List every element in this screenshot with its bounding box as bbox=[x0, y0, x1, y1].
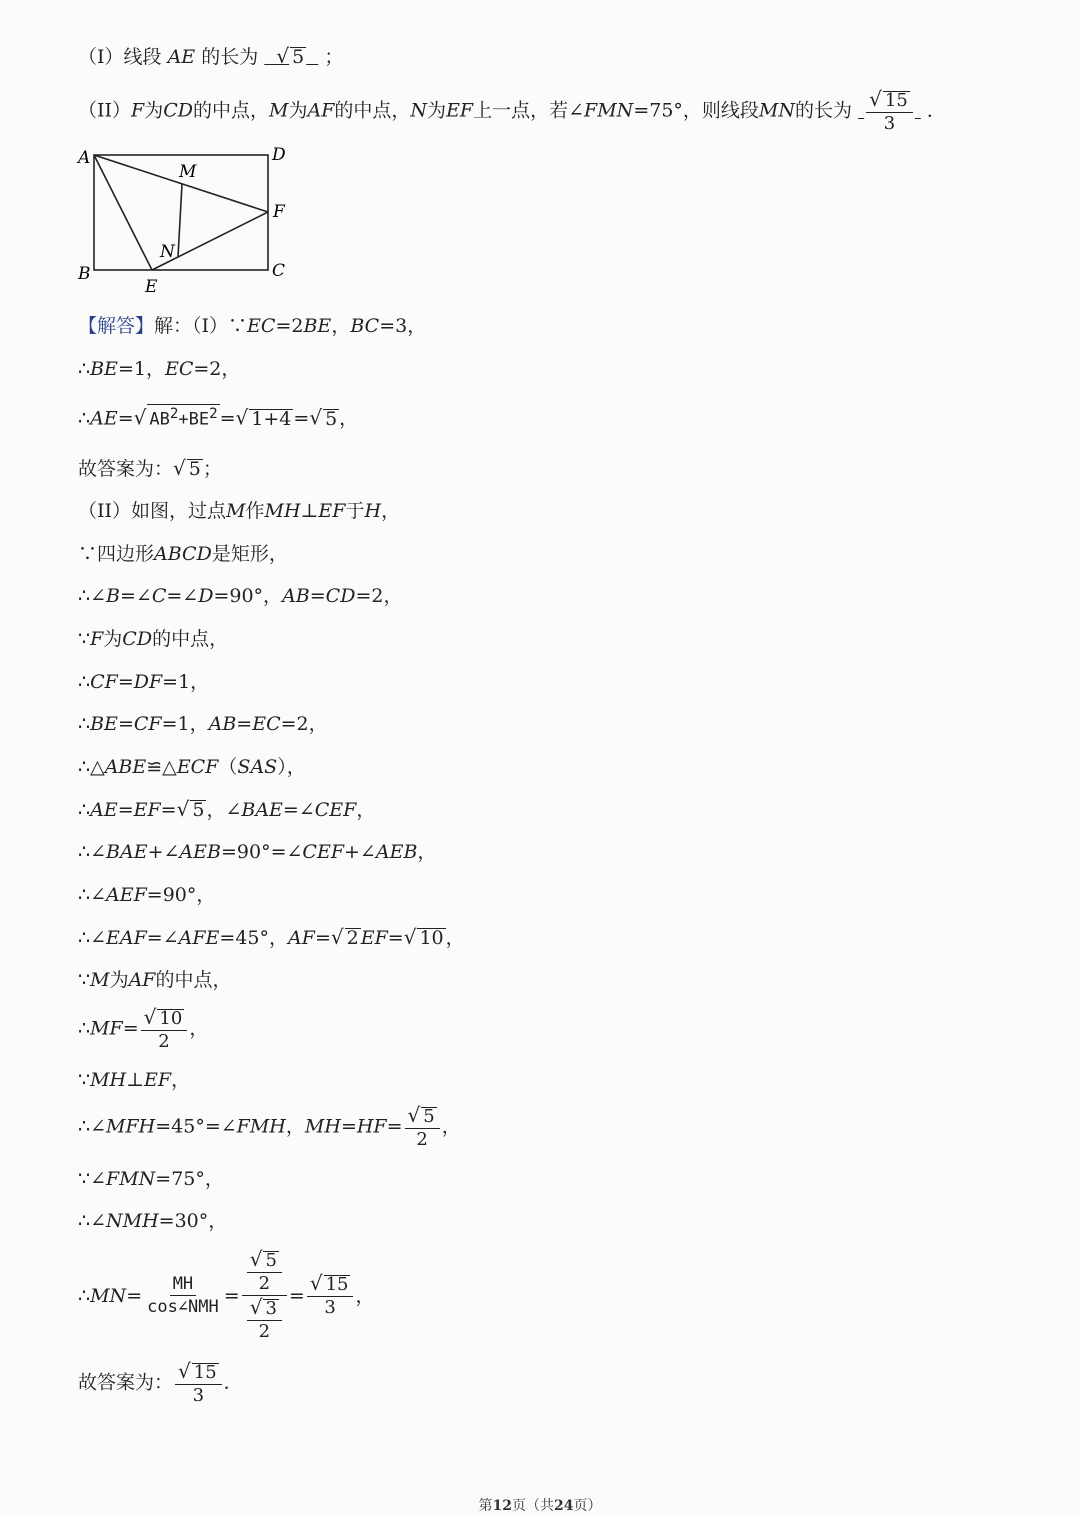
sol-sqrt: 5 bbox=[265, 1250, 277, 1271]
sol-var: CF bbox=[133, 713, 162, 735]
footer-text: 页） bbox=[573, 1498, 602, 1514]
sol-var: MH bbox=[304, 1115, 341, 1138]
sol-text: 为 bbox=[103, 628, 123, 650]
sol-line-2 bbox=[78, 357, 240, 381]
q2-M: M bbox=[269, 99, 289, 122]
sol-text: =∠ bbox=[119, 585, 152, 607]
sol-text: = bbox=[309, 585, 326, 607]
sol-sqrt: 15 bbox=[193, 1362, 217, 1383]
sol-var: MH bbox=[264, 500, 301, 522]
sol-text: ∴ bbox=[78, 358, 91, 380]
page-footer bbox=[0, 1495, 1080, 1515]
sol-fraction bbox=[144, 1273, 222, 1318]
sol-sup: 2 bbox=[209, 406, 218, 422]
q2-end: ． bbox=[926, 99, 946, 122]
label-c: C bbox=[272, 261, 286, 281]
sol-text: 为 bbox=[109, 969, 129, 991]
sol-var: CD bbox=[325, 585, 356, 607]
sol-fraction: $\frac{√ 5}{2}$ bbox=[247, 1248, 282, 1295]
q1-answer: √ 5 bbox=[276, 44, 305, 68]
sol-text: 解：（I）∵ bbox=[154, 315, 248, 337]
page-total: 24 bbox=[554, 1498, 574, 1514]
sol-var: BAE bbox=[241, 799, 283, 821]
sol-den: 2 bbox=[158, 1031, 170, 1052]
sol-var: MF bbox=[90, 1017, 123, 1040]
sol-text: = bbox=[223, 1284, 240, 1307]
sol-text: =2， bbox=[355, 585, 403, 607]
sol-sqrt: 5 bbox=[188, 458, 201, 480]
q2-t7: =75°，则线段 bbox=[633, 99, 759, 122]
sol-text: ∵ bbox=[78, 969, 91, 991]
sol-line-5 bbox=[78, 499, 400, 523]
sol-var: D bbox=[198, 585, 214, 607]
sol-var: AF bbox=[288, 927, 315, 949]
q2-p1: （II） bbox=[78, 99, 132, 122]
q2-t1: 为 bbox=[144, 99, 164, 122]
sol-sqrt: 5 bbox=[192, 799, 205, 821]
sol-text: ∴ bbox=[78, 1017, 91, 1040]
sol-sqrt: 5 bbox=[325, 407, 338, 430]
sol-text: ， bbox=[189, 1017, 209, 1040]
sol-var: AEB bbox=[375, 841, 418, 863]
sol-text: ， bbox=[171, 1069, 191, 1091]
sol-var: AE bbox=[90, 407, 118, 430]
sol-var: DF bbox=[133, 671, 163, 693]
sol-den: 3 bbox=[324, 1297, 336, 1318]
q1-mid: 的长为 bbox=[201, 46, 259, 68]
sol-var: M bbox=[226, 500, 246, 522]
q1-answer-radicand: 5 bbox=[292, 46, 305, 68]
sol-var: AB bbox=[282, 585, 310, 607]
sol-text: =45°， bbox=[219, 927, 289, 949]
sol-var: FMH bbox=[236, 1115, 286, 1138]
sol-var: FMN bbox=[106, 1168, 156, 1190]
sol-text: =75°， bbox=[155, 1168, 224, 1190]
sol-text: ； bbox=[202, 458, 222, 480]
geometry-figure bbox=[72, 140, 302, 300]
sol-sup: 2 bbox=[169, 406, 179, 422]
sol-text: 故答案为： bbox=[78, 1371, 174, 1394]
sol-text: ， bbox=[356, 799, 376, 821]
question-1 bbox=[78, 44, 343, 69]
sol-text: =2 bbox=[275, 315, 304, 337]
sol-var: BC bbox=[350, 315, 380, 337]
q1-end: ； bbox=[324, 46, 344, 68]
sol-var: CEF bbox=[302, 841, 345, 863]
sol-text: =∠ bbox=[146, 927, 179, 949]
q2-t5: 为 bbox=[427, 99, 447, 122]
sol-var: BE bbox=[90, 713, 118, 735]
q2-answer-denominator: 3 bbox=[883, 113, 896, 134]
sol-var: H bbox=[364, 500, 382, 522]
sol-text: = bbox=[219, 407, 236, 430]
label-f: F bbox=[273, 202, 285, 222]
sol-var: M bbox=[90, 969, 110, 991]
q2-MN: MN bbox=[758, 99, 796, 122]
sol-num: MH bbox=[170, 1273, 196, 1296]
sol-text: ， bbox=[445, 927, 465, 949]
sol-line-9 bbox=[78, 670, 209, 694]
sol-text: =45°=∠ bbox=[155, 1115, 237, 1138]
sol-var: AEF bbox=[106, 884, 147, 906]
sol-text: = bbox=[117, 407, 134, 430]
sol-text: =1， bbox=[161, 713, 209, 735]
sol-var: EF bbox=[144, 1069, 172, 1091]
sol-text: 于 bbox=[345, 500, 365, 522]
q2-CD: CD bbox=[163, 99, 193, 122]
sol-text: 作 bbox=[245, 500, 265, 522]
sol-text: =1， bbox=[117, 358, 165, 380]
sol-text: ∵ bbox=[78, 1069, 91, 1091]
question-2 bbox=[78, 88, 946, 135]
sol-text: =90°， bbox=[213, 585, 283, 607]
sol-text: +BE bbox=[178, 409, 210, 430]
sol-text: ，∠ bbox=[206, 799, 242, 821]
sol-var: EC bbox=[164, 358, 194, 380]
sol-var: ABCD bbox=[154, 543, 212, 565]
sol-line-7 bbox=[78, 584, 402, 608]
sol-text: ⊥ bbox=[126, 1069, 144, 1091]
sol-text: ， bbox=[331, 315, 351, 337]
sol-text: = bbox=[117, 713, 134, 735]
q2-N: N bbox=[410, 99, 428, 122]
footer-text: 页（共 bbox=[512, 1498, 554, 1514]
q2-F: F bbox=[131, 99, 145, 122]
sol-var: BE bbox=[303, 315, 332, 337]
sol-var: HF bbox=[356, 1115, 387, 1138]
sol-text: 的中点， bbox=[152, 628, 229, 650]
sol-line-11 bbox=[78, 755, 306, 779]
sol-line-3: ∴AE=√ $AB^2+BE^2$ =√ 1+4 =√ 5 ， bbox=[78, 405, 359, 430]
segment-mn bbox=[178, 184, 182, 257]
page-number: 12 bbox=[492, 1498, 512, 1514]
sol-text: =30°， bbox=[158, 1210, 228, 1232]
sol-text: +∠ bbox=[344, 841, 376, 863]
sol-text: =2， bbox=[280, 713, 328, 735]
sol-text: =∠ bbox=[282, 799, 315, 821]
sol-text: = bbox=[117, 799, 134, 821]
sol-fraction: $\frac{√ 5}{2}$ bbox=[405, 1104, 440, 1151]
sol-sqrt: 10 bbox=[159, 1008, 183, 1029]
segment-ae bbox=[94, 155, 152, 270]
sol-var: BE bbox=[90, 358, 118, 380]
sol-text: = bbox=[340, 1115, 357, 1138]
sol-var: EAF bbox=[106, 927, 147, 949]
sol-text: ∴∠ bbox=[78, 884, 107, 906]
sol-text: ⊥ bbox=[300, 500, 319, 522]
sol-text: ∴ bbox=[78, 407, 91, 430]
sol-var: B bbox=[106, 585, 120, 607]
sol-text: ∵∠ bbox=[78, 1168, 107, 1190]
sol-text: ∴ bbox=[78, 713, 91, 735]
sol-var: MFH bbox=[106, 1115, 156, 1138]
sol-complex-fraction bbox=[242, 1248, 287, 1343]
sol-line-18 bbox=[78, 1068, 190, 1092]
sol-text: AB bbox=[149, 409, 170, 430]
sol-var: AFE bbox=[178, 927, 220, 949]
sol-text: = bbox=[314, 927, 331, 949]
sol-var: EC bbox=[252, 713, 281, 735]
sol-line-23 bbox=[78, 1360, 243, 1407]
sol-var: CF bbox=[90, 671, 118, 693]
sol-den: 2 bbox=[258, 1273, 271, 1294]
sol-text: = bbox=[288, 1284, 305, 1307]
sol-line-6 bbox=[78, 542, 288, 566]
sol-text: ， bbox=[441, 1115, 461, 1138]
label-n: N bbox=[160, 242, 175, 262]
sol-var: AF bbox=[128, 969, 156, 991]
sol-text: = bbox=[236, 713, 253, 735]
sol-var: EF bbox=[133, 799, 161, 821]
sol-line-8 bbox=[78, 627, 228, 651]
sol-line-19 bbox=[78, 1104, 461, 1151]
sol-text: ， bbox=[355, 1284, 375, 1307]
sol-var: ABE bbox=[104, 756, 147, 778]
sol-fraction: $\frac{√ 15}{3}$ bbox=[175, 1360, 222, 1407]
sol-line-22 bbox=[78, 1248, 374, 1343]
sol-sqrt bbox=[147, 404, 219, 429]
sol-var: MN bbox=[90, 1284, 127, 1307]
sol-var: CD bbox=[122, 628, 153, 650]
sol-text: ∴∠ bbox=[78, 585, 107, 607]
sol-text: ∵四边形 bbox=[78, 543, 155, 565]
sol-var: MH bbox=[90, 1069, 127, 1091]
sol-fraction: $\frac{√ 3}{2}$ bbox=[247, 1296, 282, 1343]
q1-seg: AE bbox=[167, 46, 196, 68]
sol-text: 故答案为： bbox=[78, 458, 174, 480]
sol-text: =90°=∠ bbox=[220, 841, 303, 863]
sol-text: = bbox=[122, 1017, 139, 1040]
sol-line-12: ∴AE=EF=√ 5 ，∠BAE=∠CEF， bbox=[78, 797, 376, 821]
sol-text: = bbox=[126, 1284, 143, 1307]
q2-t6: 上一点，若∠ bbox=[473, 99, 585, 122]
sol-sqrt: 15 bbox=[325, 1274, 349, 1295]
sol-line-10 bbox=[78, 712, 328, 736]
q1-prefix: （I）线段 bbox=[78, 46, 162, 68]
sol-line-17 bbox=[78, 1006, 208, 1053]
sol-var: F bbox=[90, 628, 104, 650]
sol-var: C bbox=[151, 585, 167, 607]
solution-tag: 【解答】 bbox=[78, 315, 155, 337]
sol-var: EF bbox=[360, 927, 388, 949]
q2-EF: EF bbox=[446, 99, 474, 122]
sol-line-16 bbox=[78, 968, 232, 992]
sol-den: 2 bbox=[416, 1129, 428, 1150]
sol-text: ∴∠ bbox=[78, 841, 107, 863]
sol-text: ∴ bbox=[78, 1284, 91, 1307]
label-a: A bbox=[78, 148, 91, 168]
sol-text: = bbox=[293, 407, 310, 430]
sol-text: ， bbox=[417, 841, 437, 863]
sol-sqrt: 10 bbox=[419, 927, 444, 949]
sol-line-1 bbox=[78, 314, 426, 338]
sol-text: =∠ bbox=[166, 585, 199, 607]
q2-t4: 的中点， bbox=[334, 99, 411, 122]
sol-var: CEF bbox=[314, 799, 357, 821]
sol-sqrt: 1+4 bbox=[251, 407, 292, 430]
sol-line-4: 故答案为：√ 5 ； bbox=[78, 456, 222, 480]
sol-sqrt: 2 bbox=[346, 927, 359, 949]
sol-text: =90°， bbox=[146, 884, 216, 906]
sol-var: BAE bbox=[106, 841, 148, 863]
sol-text: ∵ bbox=[78, 628, 91, 650]
sol-text: +∠ bbox=[147, 841, 180, 863]
sol-var: AB bbox=[208, 713, 237, 735]
sol-text: ∴ bbox=[78, 799, 91, 821]
sol-text: = bbox=[386, 1115, 403, 1138]
sol-text: 的中点， bbox=[155, 969, 232, 991]
sol-text: = bbox=[387, 927, 404, 949]
sol-text: ， bbox=[285, 1115, 305, 1138]
sol-text: = bbox=[117, 671, 134, 693]
sol-text: ≌△ bbox=[146, 756, 177, 778]
sol-line-13 bbox=[78, 840, 436, 864]
sol-text: 是矩形， bbox=[211, 543, 288, 565]
sol-line-20 bbox=[78, 1167, 224, 1191]
sol-line-21 bbox=[78, 1209, 227, 1233]
sol-den: 3 bbox=[192, 1385, 205, 1406]
sol-text: ∴ bbox=[78, 671, 91, 693]
q2-t3: 为 bbox=[288, 99, 308, 122]
sol-text: =3， bbox=[379, 315, 427, 337]
sol-text: （ bbox=[218, 756, 238, 778]
label-b: B bbox=[78, 264, 91, 284]
footer-text: 第 bbox=[478, 1498, 493, 1514]
sol-text: ， bbox=[339, 407, 359, 430]
label-m: M bbox=[179, 162, 197, 182]
label-d: D bbox=[272, 145, 286, 165]
q2-t2: 的中点， bbox=[193, 99, 270, 122]
sol-text: ）， bbox=[277, 756, 306, 778]
sol-var: AE bbox=[90, 799, 118, 821]
sol-line-15: ∴∠EAF=∠AFE=45°，AF=√ 2 EF=√ 10 ， bbox=[78, 925, 465, 949]
sol-text: ∴△ bbox=[78, 756, 105, 778]
q2-FMN: FMN bbox=[584, 99, 634, 122]
label-e: E bbox=[145, 277, 158, 297]
sol-text: =1， bbox=[162, 671, 210, 693]
sol-var: EC bbox=[247, 315, 276, 337]
sol-var: EF bbox=[318, 500, 346, 522]
sol-sqrt: 3 bbox=[265, 1298, 277, 1319]
sol-text: ∴∠ bbox=[78, 927, 107, 949]
sol-text: = bbox=[160, 799, 177, 821]
q2-t8: 的长为 bbox=[795, 99, 853, 122]
sol-text: =2， bbox=[193, 358, 241, 380]
sol-line-14 bbox=[78, 883, 215, 907]
q2-answer: $\frac{√ 15}{3}$ bbox=[858, 100, 921, 122]
q2-AF: AF bbox=[307, 99, 335, 122]
sol-text: ． bbox=[223, 1371, 243, 1394]
sol-text: ∴∠ bbox=[78, 1210, 107, 1232]
sol-text: ∴∠ bbox=[78, 1115, 107, 1138]
sol-var: AEB bbox=[179, 841, 221, 863]
sol-den: cos∠NMH bbox=[147, 1297, 219, 1317]
sol-text: （II）如图，过点 bbox=[78, 500, 227, 522]
q2-answer-numerator: 15 bbox=[884, 90, 908, 111]
sol-fraction: $\frac{√ 10}{2}$ bbox=[141, 1006, 188, 1053]
sol-var: NMH bbox=[106, 1210, 159, 1232]
sol-var: ECF bbox=[176, 756, 219, 778]
sol-fraction: $\frac{√ 15}{3}$ bbox=[307, 1272, 354, 1319]
sol-den: 2 bbox=[258, 1321, 271, 1342]
sol-text: ， bbox=[381, 500, 401, 522]
sol-var: SAS bbox=[237, 756, 278, 778]
sol-sqrt: 5 bbox=[423, 1106, 435, 1127]
